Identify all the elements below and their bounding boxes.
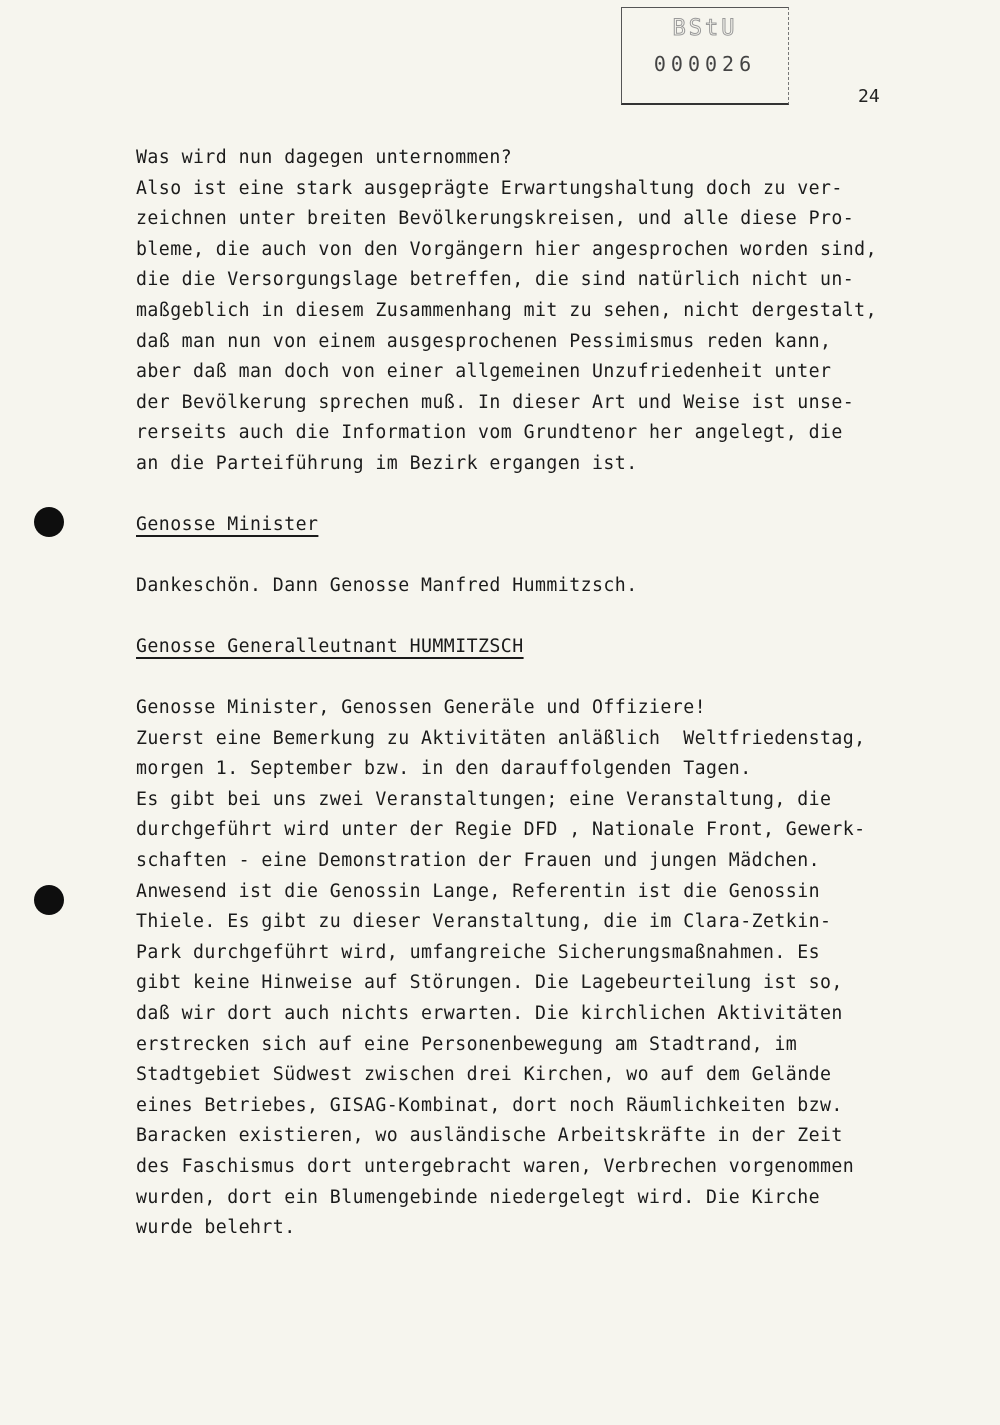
text-line: Es gibt bei uns zwei Veranstaltungen; eine Veranstaltung, die xyxy=(136,788,832,810)
text-line: Dankeschön. Dann Genosse Manfred Hummitzsch. xyxy=(136,575,638,596)
text-line: der Bevölkerung sprechen muß. In dieser Art und Weise ist unse- xyxy=(136,391,855,413)
text-line: aber daß man doch von einer allgemeinen Unzufriedenheit unter xyxy=(136,361,832,383)
text-line: Was wird nun dagegen unternommen? xyxy=(136,147,513,168)
text-line: daß wir dort auch nichts erwarten. Die kirchlichen Aktivitäten xyxy=(136,1002,843,1024)
speech-paragraph-minister xyxy=(136,571,936,602)
text-line: schaften - eine Demonstration der Frauen und jungen Mädchen. xyxy=(136,849,820,871)
text-line: an die Parteiführung im Bezirk ergangen ist. xyxy=(136,452,638,474)
text-line: Park durchgeführt wird, umfangreiche Sicherungsmaßnahmen. Es xyxy=(136,941,820,963)
text-line: Zuerst eine Bemerkung zu Aktivitäten anläßlich Weltfriedenstag, xyxy=(136,727,866,749)
stamp-number: 000026 xyxy=(653,52,757,76)
speaker-heading-text: Genosse Generalleutnant HUMMITZSCH xyxy=(136,636,524,657)
text-line: rerseits auch die Information vom Grundtenor her angelegt, die xyxy=(136,422,843,444)
speech-paragraph-hummitzsch xyxy=(136,693,936,1244)
text-line: wurden, dort ein Blumengebinde niedergelegt wird. Die Kirche xyxy=(136,1186,820,1208)
text-line: maßgeblich in diesem Zusammenhang mit zu sehen, nicht dergestalt, xyxy=(136,299,877,321)
text-line: zeichnen unter breiten Bevölkerungskreisen, und alle diese Pro- xyxy=(136,208,855,230)
text-line: bleme, die auch von den Vorgängern hier angesprochen worden sind, xyxy=(136,238,877,260)
text-line: morgen 1. September bzw. in den darauffolgenden Tagen. xyxy=(136,758,752,780)
text-line: wurde belehrt. xyxy=(136,1217,296,1239)
speaker-heading-text: Genosse Minister xyxy=(136,514,319,535)
speaker-heading-hummitzsch xyxy=(136,632,936,663)
text-line: die die Versorgungslage betreffen, die sind natürlich nicht un- xyxy=(136,269,855,291)
speaker-heading-minister xyxy=(136,510,936,541)
text-line: Baracken existieren, wo ausländische Arbeitskräfte in der Zeit xyxy=(136,1125,843,1147)
text-line: Stadtgebiet Südwest zwischen drei Kirchen, wo auf dem Gelände xyxy=(136,1064,832,1086)
text-line: Also ist eine stark ausgeprägte Erwartungshaltung doch zu ver- xyxy=(136,177,843,199)
stamp-office: BStU xyxy=(672,16,738,41)
speech-paragraph-1 xyxy=(136,143,936,480)
text-line: Anwesend ist die Genossin Lange, Referentin ist die Genossin xyxy=(136,880,820,902)
punch-hole-top xyxy=(34,507,64,537)
page-number: 24 xyxy=(858,86,880,107)
archive-stamp xyxy=(621,7,789,105)
text-line: Genosse Minister, Genossen Generäle und Offiziere! xyxy=(136,697,706,718)
text-line: des Faschismus dort untergebracht waren, Verbrechen vorgenommen xyxy=(136,1155,855,1177)
text-line: eines Betriebes, GISAG-Kombinat, dort noch Räumlichkeiten bzw. xyxy=(136,1094,843,1116)
text-line: erstrecken sich auf eine Personenbewegung am Stadtrand, im xyxy=(136,1033,798,1055)
text-line: Thiele. Es gibt zu dieser Veranstaltung, die im Clara-Zetkin- xyxy=(136,911,832,933)
text-line: gibt keine Hinweise auf Störungen. Die Lagebeurteilung ist so, xyxy=(136,972,843,994)
text-line: daß man nun von einem ausgesprochenen Pessimismus reden kann, xyxy=(136,330,832,352)
text-line: durchgeführt wird unter der Regie DFD , Nationale Front, Gewerk- xyxy=(136,819,866,841)
punch-hole-bottom xyxy=(34,885,64,915)
